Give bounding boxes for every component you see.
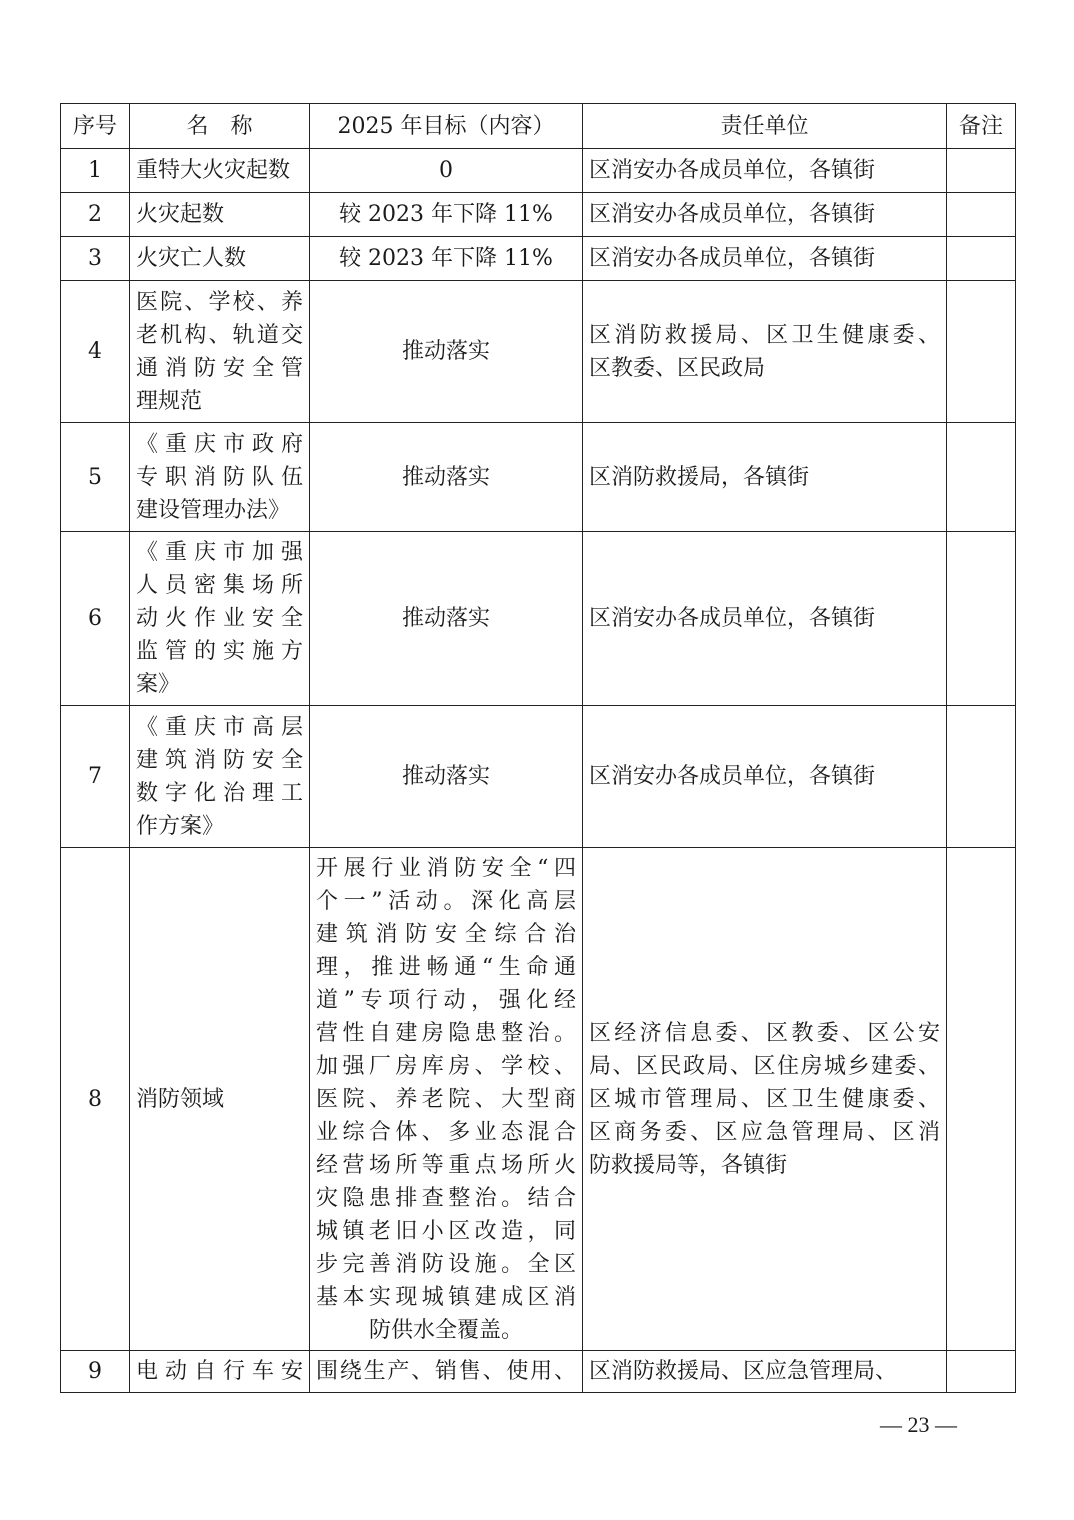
row-name (130, 848, 310, 1351)
row-unit-line: 局、区民政局、区住房城乡建委、 (589, 1053, 940, 1079)
row-unit-line: 区消防救援局，各镇街 (589, 464, 810, 490)
row-target-line: 较 2023 年下降 11% (339, 202, 553, 227)
row-name-line: 火灾起数 (136, 202, 225, 227)
row-name (130, 149, 310, 193)
table-row (61, 237, 1016, 281)
row-target-line: 加强厂房库房、学校、 (316, 1053, 576, 1079)
row-unit (583, 1351, 947, 1393)
row-target (310, 706, 583, 848)
header-name: 名 称 (130, 104, 310, 149)
row-remark (947, 848, 1016, 1351)
row-unit-line: 区消安办各成员单位，各镇街 (589, 158, 876, 183)
row-target-line: 推动落实 (401, 764, 490, 789)
row-index: 7 (61, 706, 130, 848)
row-target-line: 经营场所等重点场所火 (316, 1152, 576, 1178)
row-target (310, 149, 583, 193)
row-unit (583, 532, 947, 706)
row-name (130, 706, 310, 848)
row-name-line: 重特大火灾起数 (136, 158, 291, 183)
row-index: 2 (61, 193, 130, 237)
row-target-line: 城镇老旧小区改造，同 (316, 1218, 576, 1244)
row-name-line: 《重庆市高层 (136, 714, 303, 740)
row-unit-line: 区商务委、区应急管理局、区消 (589, 1119, 940, 1145)
row-target-line: 建筑消防安全综合治 (316, 921, 576, 947)
row-target-line: 基本实现城镇建成区消 (316, 1284, 576, 1310)
row-unit-line: 区消安办各成员单位，各镇街 (589, 764, 876, 789)
row-name-line: 消防领域 (136, 1086, 225, 1112)
row-name-line: 理规范 (136, 388, 203, 414)
row-target-line: 推动落实 (401, 339, 490, 364)
row-unit (583, 848, 947, 1351)
row-unit-line: 区城市管理局、区卫生健康委、 (589, 1086, 940, 1112)
row-index: 5 (61, 423, 130, 532)
row-name (130, 193, 310, 237)
row-target-line: 推动落实 (401, 464, 490, 490)
row-name (130, 423, 310, 532)
row-target (310, 237, 583, 281)
row-target-line: 营性自建房隐患整治。 (316, 1020, 576, 1046)
row-unit (583, 706, 947, 848)
row-target-line: 业综合体、多业态混合 (316, 1119, 576, 1145)
row-name-line: 老机构、轨道交 (136, 322, 303, 348)
header-remark: 备注 (947, 104, 1016, 149)
row-name-line: 建设管理办法》 (136, 497, 291, 523)
row-unit (583, 423, 947, 532)
table-body (61, 104, 1016, 1393)
row-name-line: 通消防安全管 (136, 355, 303, 381)
row-name-line: 《重庆市加强 (136, 540, 303, 565)
table-row (61, 1351, 1016, 1393)
table-row (61, 848, 1016, 1351)
row-unit-line: 区消安办各成员单位，各镇街 (589, 246, 876, 271)
row-index: 8 (61, 848, 130, 1351)
row-name-line: 数字化治理工 (136, 780, 303, 806)
row-target (310, 848, 583, 1351)
row-name-line: 建筑消防安全 (136, 747, 303, 773)
row-remark (947, 193, 1016, 237)
row-unit-line: 区消安办各成员单位，各镇街 (589, 202, 876, 227)
row-unit (583, 149, 947, 193)
row-name-line: 人员密集场所 (136, 573, 303, 598)
row-name-line: 电动自行车安 (136, 1359, 303, 1384)
page-number: — 23 — (880, 1412, 957, 1437)
row-name-line: 专职消防队伍 (136, 464, 303, 490)
row-name-line: 医院、学校、养 (136, 289, 303, 315)
row-remark (947, 1351, 1016, 1393)
row-target-line: 医院、养老院、大型商 (316, 1086, 576, 1112)
row-remark (947, 706, 1016, 848)
row-target-line: 0 (439, 158, 453, 183)
row-name (130, 237, 310, 281)
row-name-line: 作方案》 (136, 813, 225, 839)
row-remark (947, 281, 1016, 423)
row-name-line: 动火作业安全 (136, 606, 303, 631)
header-unit: 责任单位 (583, 104, 947, 149)
row-target-line: 围绕生产、销售、使用、 (316, 1359, 576, 1384)
row-target-line: 步完善消防设施。全区 (316, 1251, 576, 1277)
row-index: 6 (61, 532, 130, 706)
row-index: 1 (61, 149, 130, 193)
row-unit-line: 区教委、区民政局 (589, 355, 766, 381)
row-remark (947, 532, 1016, 706)
row-unit (583, 193, 947, 237)
table-row (61, 193, 1016, 237)
row-unit-line: 区经济信息委、区教委、区公安 (589, 1020, 940, 1046)
row-name-line: 火灾亡人数 (136, 246, 247, 271)
row-target (310, 423, 583, 532)
row-target-line: 理，推进畅通“生命通 (316, 954, 576, 980)
row-target (310, 193, 583, 237)
row-target-line: 道”专项行动，强化经 (316, 987, 576, 1013)
row-unit-line: 区消安办各成员单位，各镇街 (589, 606, 876, 631)
row-name (130, 1351, 310, 1393)
row-target (310, 1351, 583, 1393)
row-target (310, 281, 583, 423)
row-remark (947, 149, 1016, 193)
row-unit (583, 237, 947, 281)
row-index: 9 (61, 1351, 130, 1393)
row-unit (583, 281, 947, 423)
header-index: 序号 (61, 104, 130, 149)
row-name-line: 监管的实施方 (136, 639, 303, 664)
table-row (61, 281, 1016, 423)
row-target-line: 防供水全覆盖。 (368, 1317, 523, 1343)
fire-safety-targets-table (60, 103, 1016, 1393)
table-row (61, 149, 1016, 193)
table-row (61, 532, 1016, 706)
row-remark (947, 423, 1016, 532)
row-target-line: 较 2023 年下降 11% (339, 246, 553, 271)
row-unit-line: 区消防救援局、区应急管理局、 (589, 1359, 898, 1384)
row-name (130, 281, 310, 423)
row-index: 3 (61, 237, 130, 281)
row-target (310, 532, 583, 706)
header-target: 2025 年目标（内容） (310, 104, 583, 149)
row-index: 4 (61, 281, 130, 423)
row-remark (947, 237, 1016, 281)
row-name-line: 案》 (136, 672, 181, 697)
row-unit-line: 防救援局等，各镇街 (589, 1152, 788, 1178)
header-row (61, 104, 1016, 149)
row-target-line: 个一”活动。深化高层 (316, 888, 576, 914)
row-target-line: 开展行业消防安全“四 (316, 855, 576, 881)
row-unit-line: 区消防救援局、区卫生健康委、 (589, 322, 940, 348)
row-name (130, 532, 310, 706)
table-row (61, 706, 1016, 848)
row-target-line: 灾隐患排查整治。结合 (316, 1185, 576, 1211)
row-target-line: 推动落实 (401, 606, 490, 631)
row-name-line: 《重庆市政府 (136, 431, 303, 457)
table-row (61, 423, 1016, 532)
